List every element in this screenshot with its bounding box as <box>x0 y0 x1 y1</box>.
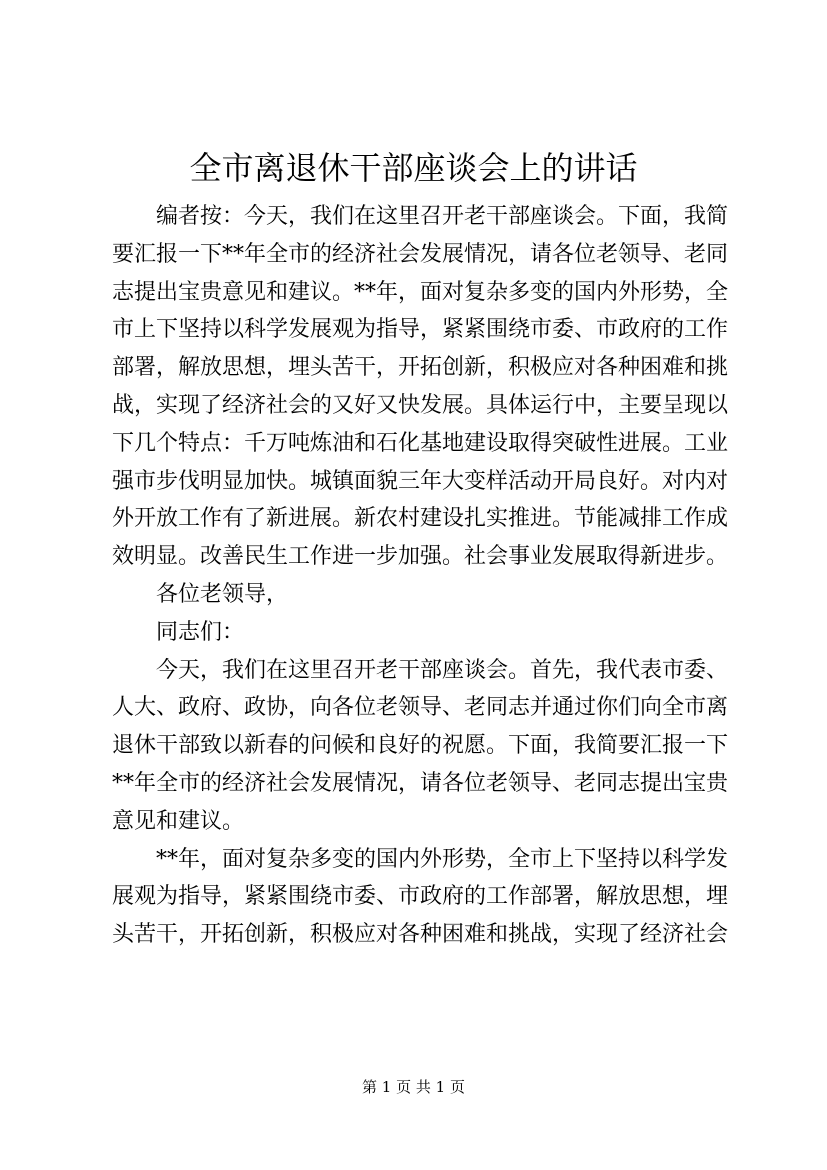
text-line: 同志们： <box>156 619 245 645</box>
text-line: 展观为指导，紧紧围绕市委、市政府的工作部署，解放思想，埋 <box>112 884 729 910</box>
text-line: 各位老领导， <box>156 581 289 607</box>
text-line: 要汇报一下**年全市的经济社会发展情况，请各位老领导、老同 <box>112 241 729 267</box>
text-line: 市上下坚持以科学发展观为指导，紧紧围绕市委、市政府的工作 <box>112 317 729 343</box>
text-line: **年全市的经济社会发展情况，请各位老领导、老同志提出宝贵 <box>112 770 729 796</box>
text-line: 人大、政府、政协，向各位老领导、老同志并通过你们向全市离 <box>112 695 729 721</box>
text-line: 志提出宝贵意见和建议。**年，面对复杂多变的国内外形势，全 <box>112 279 729 305</box>
page-footer: 第 1 页 共 1 页 <box>362 1078 465 1096</box>
document-title: 全市离退休干部座谈会上的讲话 <box>189 149 638 187</box>
text-line: 下几个特点：千万吨炼油和石化基地建设取得突破性进展。工业 <box>112 430 729 456</box>
text-line: 部署，解放思想，埋头苦干，开拓创新，积极应对各种困难和挑 <box>112 355 729 381</box>
text-line: 今天，我们在这里召开老干部座谈会。首先，我代表市委、 <box>156 657 729 683</box>
text-line: 外开放工作有了新进展。新农村建设扎实推进。节能减排工作成 <box>112 506 729 532</box>
text-line: 退休干部致以新春的问候和良好的祝愿。下面，我简要汇报一下 <box>112 733 729 759</box>
text-line: 效明显。改善民生工作进一步加强。社会事业发展取得新进步。 <box>112 544 729 570</box>
text-line: 头苦干，开拓创新，积极应对各种困难和挑战，实现了经济社会 <box>112 922 729 948</box>
text-line: 强市步伐明显加快。城镇面貌三年大变样活动开局良好。对内对 <box>112 468 729 494</box>
text-line: 战，实现了经济社会的又好又快发展。具体运行中，主要呈现以 <box>112 392 729 418</box>
text-line: 编者按：今天，我们在这里召开老干部座谈会。下面，我简 <box>156 204 729 229</box>
document-body <box>112 198 744 954</box>
text-line: **年，面对复杂多变的国内外形势，全市上下坚持以科学发 <box>156 846 729 872</box>
text-line: 意见和建议。 <box>112 808 245 834</box>
